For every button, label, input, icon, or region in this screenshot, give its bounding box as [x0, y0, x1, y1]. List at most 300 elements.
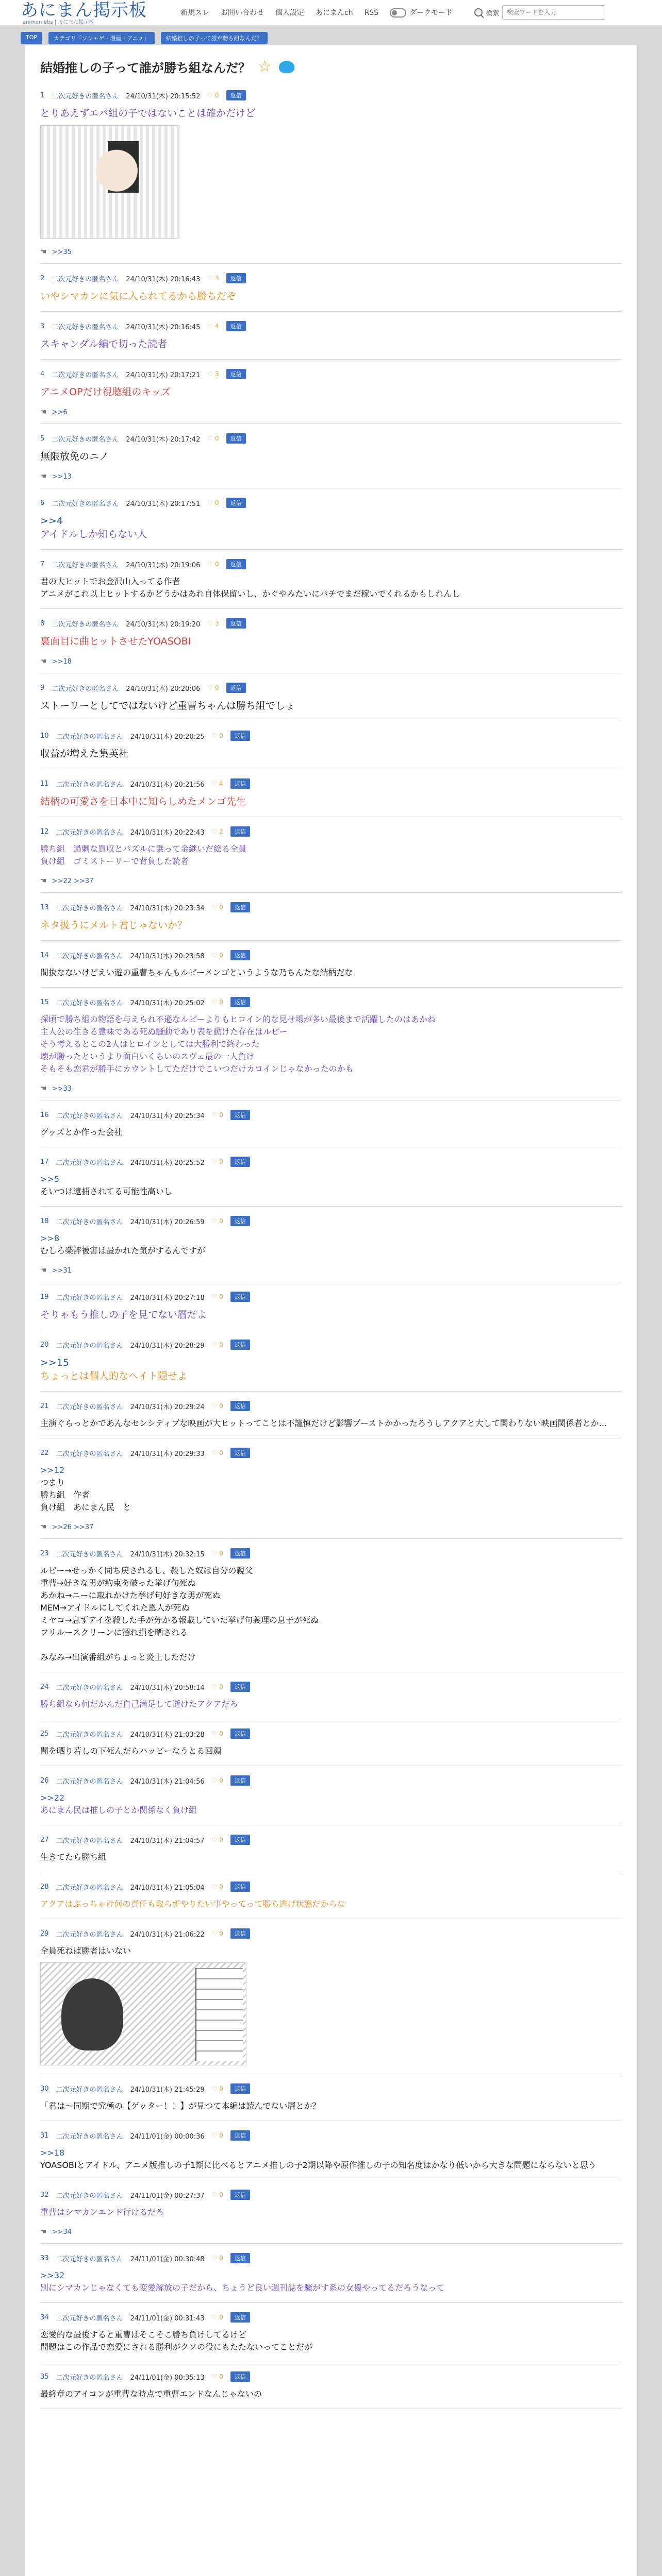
reply-button[interactable]: 返信	[230, 1340, 250, 1350]
reply-button[interactable]: 返信	[230, 1216, 250, 1226]
post	[40, 941, 622, 988]
reply-ref-links[interactable]: >>34	[52, 2228, 72, 2236]
post-body	[40, 1350, 622, 1389]
poster-name: 二次元好きの匿名さん	[56, 952, 123, 960]
twitter-icon[interactable]	[279, 61, 294, 73]
post-header	[40, 1775, 622, 1786]
like-button[interactable]	[207, 323, 219, 330]
heart-icon: ♡	[211, 1111, 218, 1118]
like-button[interactable]	[212, 2373, 223, 2380]
reply-ref-links[interactable]: >>33	[52, 1084, 72, 1093]
post-body	[40, 1892, 622, 1917]
post-date: 24/10/31(木) 20:58:14	[130, 1684, 205, 1692]
post-text: アクアはぶっちゃけ何の責任も取らずやりたい事やってって勝ち逃げ状態だからな	[40, 1899, 345, 1909]
post-date: 24/10/31(木) 20:20:25	[130, 733, 205, 741]
heart-icon: ♡	[211, 1683, 218, 1690]
post-date: 24/10/31(木) 21:04:56	[130, 1777, 205, 1786]
post-number[interactable]: 14	[40, 951, 49, 959]
reply-button[interactable]: 返信	[230, 731, 250, 741]
reply-button[interactable]: 返信	[230, 2130, 250, 2141]
like-count: 0	[219, 1158, 223, 1165]
top-header	[0, 0, 662, 26]
thread-title-row	[25, 45, 637, 81]
like-count: 0	[219, 2191, 223, 2198]
heart-icon: ♡	[211, 2314, 218, 2321]
like-button[interactable]	[212, 1550, 223, 1557]
poster-name: 二次元好きの匿名さん	[52, 92, 119, 100]
post-number[interactable]: 26	[40, 1776, 49, 1785]
like-button[interactable]	[212, 1930, 223, 1937]
heart-icon: ♡	[211, 780, 218, 787]
poster-name: 二次元好きの匿名さん	[56, 1930, 123, 1939]
search-icon[interactable]	[474, 8, 483, 16]
post-header	[40, 1340, 622, 1350]
post-number[interactable]: 32	[40, 2191, 49, 2199]
poster-name: 二次元好きの匿名さん	[56, 2374, 123, 2382]
post-body	[40, 444, 622, 469]
post-number[interactable]: 1	[40, 91, 45, 99]
post-date: 24/10/31(木) 21:04:57	[130, 1837, 205, 1845]
reply-button[interactable]: 返信	[230, 1292, 250, 1302]
post-body	[40, 1411, 622, 1436]
reply-button[interactable]: 返信	[230, 1448, 250, 1458]
reply-button[interactable]: 返信	[230, 1548, 250, 1558]
reply-ref-links[interactable]: >>6	[52, 408, 68, 416]
post-header	[40, 498, 622, 508]
post-anchor-link[interactable]: >>12	[40, 1465, 65, 1475]
post-number[interactable]: 6	[40, 499, 45, 507]
like-button[interactable]	[207, 561, 219, 568]
reply-button[interactable]: 返信	[230, 2371, 250, 2382]
post-anchor-link[interactable]: >>18	[40, 2148, 65, 2158]
post-number[interactable]: 10	[40, 732, 49, 740]
reply-refs	[40, 469, 622, 486]
post-date: 24/10/31(木) 20:25:52	[130, 1159, 205, 1167]
post-date: 24/11/01(金) 00:31:43	[130, 2314, 205, 2323]
post-number[interactable]: 22	[40, 1449, 49, 1457]
post-number[interactable]: 13	[40, 903, 49, 911]
post-number[interactable]: 5	[40, 434, 45, 443]
post-number[interactable]: 27	[40, 1836, 49, 1844]
post-date: 24/10/31(木) 20:16:43	[126, 275, 201, 283]
post-date: 24/11/01(金) 00:27:37	[130, 2192, 205, 2200]
reply-button[interactable]: 返信	[230, 1682, 250, 1692]
like-button[interactable]	[212, 904, 223, 911]
nav-new-thread[interactable]: 新規スレ	[180, 9, 209, 17]
post-header	[40, 902, 622, 912]
post	[40, 893, 622, 941]
heart-icon: ♡	[211, 1730, 218, 1737]
poster-name: 二次元好きの匿名さん	[56, 1112, 123, 1120]
reply-ref-links[interactable]: >>31	[52, 1266, 72, 1275]
like-button[interactable]	[212, 1730, 223, 1737]
like-count: 0	[219, 1111, 223, 1118]
poster-name: 二次元好きの匿名さん	[56, 2255, 123, 2263]
post-number[interactable]: 12	[40, 827, 49, 836]
like-button[interactable]	[207, 92, 219, 99]
post-text: 生きてたら勝ち組	[40, 1852, 107, 1862]
like-count: 0	[219, 1341, 223, 1348]
poster-name: 二次元好きの匿名さん	[52, 435, 119, 444]
heart-icon: ♡	[211, 1930, 218, 1937]
poster-name: 二次元好きの匿名さん	[56, 1777, 123, 1786]
post-date: 24/10/31(木) 21:03:28	[130, 1731, 205, 1739]
poster-name: 二次元好きの匿名さん	[56, 1837, 123, 1845]
post-text: 重曹はシマカンエンド行けるだろ	[40, 2207, 164, 2217]
like-button[interactable]	[212, 998, 223, 1006]
like-button[interactable]	[212, 2085, 223, 2092]
post-text: アニメOPだけ視聴組のキッズ	[40, 386, 171, 398]
post-number[interactable]: 35	[40, 2372, 49, 2381]
like-button[interactable]	[212, 2132, 223, 2139]
reply-button[interactable]: 返信	[230, 1775, 250, 1786]
breadcrumb-category[interactable]: カテゴリ「ソシャゲ・漫画・アニメ」	[48, 32, 155, 44]
like-button[interactable]	[212, 1158, 223, 1165]
post-number[interactable]: 11	[40, 779, 49, 788]
logo-text[interactable]: あにまん掲示板	[21, 0, 147, 21]
reply-button[interactable]: 返信	[226, 321, 246, 331]
like-button[interactable]	[212, 1217, 223, 1225]
post-header	[40, 1157, 622, 1167]
poster-name: 二次元好きの匿名さん	[56, 1550, 123, 1558]
post-text: そりゃもう推しの子を見てない層だよ	[40, 1309, 207, 1320]
post-body	[40, 2382, 622, 2406]
post-text: ストーリーとしてではないけど重曹ちゃんは勝ち組でしょ	[40, 700, 295, 711]
like-button[interactable]	[207, 499, 219, 506]
reply-hand-icon: ☚	[40, 1266, 47, 1275]
like-button[interactable]	[212, 1683, 223, 1690]
reply-hand-icon: ☚	[40, 408, 47, 416]
reply-button[interactable]: 返信	[230, 1728, 250, 1739]
poster-name: 二次元好きの匿名さん	[56, 1294, 123, 1302]
post-body	[40, 508, 622, 547]
post-number[interactable]: 23	[40, 1549, 49, 1557]
post-body	[40, 1558, 622, 1670]
post-header	[40, 2190, 622, 2200]
post-number[interactable]: 2	[40, 274, 45, 282]
post-date: 24/11/01(金) 00:00:36	[130, 2132, 205, 2141]
post-date: 24/10/31(木) 20:29:24	[130, 1403, 205, 1411]
reply-button[interactable]: 返信	[230, 2190, 250, 2200]
post	[40, 1207, 622, 1282]
post-header	[40, 683, 622, 693]
post-number[interactable]: 18	[40, 1217, 49, 1225]
post	[40, 1438, 622, 1539]
like-button[interactable]	[212, 1449, 223, 1456]
reply-button[interactable]: 返信	[226, 90, 246, 100]
post-body	[40, 789, 622, 815]
post-number[interactable]: 34	[40, 2313, 49, 2321]
heart-icon: ♡	[211, 2085, 218, 2092]
post-body	[40, 1302, 622, 1328]
reply-button[interactable]: 返信	[230, 1110, 250, 1120]
post-date: 24/10/31(木) 20:29:33	[130, 1450, 205, 1458]
like-button[interactable]	[212, 952, 223, 959]
post-header	[40, 1682, 622, 1692]
reply-button[interactable]: 返信	[230, 1835, 250, 1845]
post-body	[40, 837, 622, 874]
like-button[interactable]	[207, 275, 219, 282]
like-button[interactable]	[212, 1883, 223, 1890]
post-anchor-link[interactable]: >>32	[40, 2270, 65, 2280]
like-count: 2	[219, 828, 223, 835]
post-number[interactable]: 29	[40, 1929, 49, 1938]
reply-hand-icon: ☚	[40, 2228, 47, 2236]
heart-icon: ♡	[207, 323, 213, 330]
post	[40, 1672, 622, 1719]
reply-button[interactable]: 返信	[226, 273, 246, 283]
like-button[interactable]	[212, 2314, 223, 2321]
nav-contact[interactable]: お問い合わせ	[221, 9, 264, 17]
heart-icon: ♡	[211, 1883, 218, 1890]
like-button[interactable]	[212, 2191, 223, 2198]
reply-button[interactable]: 返信	[230, 1157, 250, 1167]
reply-ref-links[interactable]: >>22 >>37	[52, 877, 94, 885]
post-text: 最終章のアイコンが重曹な時点で重曹エンドなんじゃないの	[40, 2389, 262, 2399]
post	[40, 424, 622, 488]
post-date: 24/10/31(木) 20:23:34	[130, 904, 205, 912]
like-count: 0	[219, 1836, 223, 1843]
like-count: 0	[214, 684, 219, 691]
breadcrumb-top[interactable]: TOP	[21, 32, 42, 44]
like-count: 0	[214, 435, 219, 442]
post-body	[40, 2263, 622, 2300]
reply-button[interactable]: 返信	[230, 1882, 250, 1892]
post-header	[40, 2083, 622, 2094]
reply-button[interactable]: 返信	[226, 433, 246, 444]
heart-icon: ♡	[211, 2373, 218, 2380]
heart-icon: ♡	[211, 1402, 218, 1410]
post-number[interactable]: 3	[40, 322, 45, 330]
nav-animanch[interactable]: あにまんch	[316, 9, 353, 17]
like-count: 3	[214, 370, 219, 378]
breadcrumb-thread[interactable]: 結婚推しの子って誰が勝ち組なんだ？	[161, 32, 268, 44]
reply-button[interactable]: 返信	[226, 683, 246, 693]
post-number[interactable]: 4	[40, 370, 45, 378]
post-body	[40, 1739, 622, 1764]
post	[40, 1147, 622, 1207]
post-anchor-link[interactable]: >>15	[40, 1357, 70, 1368]
post-date: 24/10/31(木) 20:28:29	[130, 1342, 205, 1350]
post-header	[40, 369, 622, 379]
toggle-switch-icon[interactable]	[390, 8, 406, 18]
dark-mode-label: ダークモード	[409, 9, 453, 17]
post-text: 主演ぐらっとかであんなセンシティブな映画が大ヒットってことは不謹慎だけど影響ブーストかかったろうしアクアと大して関わりない映画関係者とか…	[40, 1418, 607, 1428]
post-header	[40, 826, 622, 837]
post	[40, 721, 622, 769]
reply-button[interactable]: 返信	[230, 2083, 250, 2094]
poster-name: 二次元好きの匿名さん	[56, 781, 123, 789]
reply-button[interactable]: 返信	[230, 2253, 250, 2263]
like-count: 0	[219, 1402, 223, 1410]
reply-button[interactable]: 返信	[230, 902, 250, 912]
post-image[interactable]	[40, 1962, 246, 2065]
post-number[interactable]: 15	[40, 998, 49, 1006]
post-text: スキャンダル編で切った読者	[40, 338, 168, 350]
post-number[interactable]: 33	[40, 2254, 49, 2262]
like-count: 0	[214, 499, 219, 506]
post	[40, 1330, 622, 1392]
like-button[interactable]	[212, 1402, 223, 1410]
post-body	[40, 1458, 622, 1520]
poster-name: 二次元好きの匿名さん	[56, 828, 123, 837]
like-count: 0	[219, 952, 223, 959]
reply-button[interactable]: 返信	[230, 2312, 250, 2323]
like-count: 4	[219, 780, 223, 787]
like-button[interactable]	[212, 1836, 223, 1843]
post-text: 全員死ねば勝者はいない	[40, 1946, 131, 1956]
post-anchor-link[interactable]: >>22	[40, 1793, 65, 1803]
post-number[interactable]: 9	[40, 684, 45, 692]
post-date: 24/10/31(木) 21:45:29	[130, 2086, 205, 2094]
post	[40, 609, 622, 673]
post-date: 24/10/31(木) 21:05:04	[130, 1884, 205, 1892]
post-date: 24/10/31(木) 20:27:18	[130, 1294, 205, 1302]
nav-rss[interactable]: RSS	[364, 9, 379, 17]
post-number[interactable]: 7	[40, 560, 45, 568]
reply-button[interactable]: 返信	[230, 997, 250, 1007]
heart-icon: ♡	[211, 1293, 218, 1300]
post-number[interactable]: 28	[40, 1883, 49, 1891]
poster-name: 二次元好きの匿名さん	[56, 2132, 123, 2141]
post-date: 24/10/31(木) 20:15:52	[126, 92, 201, 100]
heart-icon: ♡	[207, 499, 213, 506]
post-text: グッズとか作った会社	[40, 1127, 123, 1137]
post-date: 24/10/31(木) 20:19:06	[126, 561, 201, 569]
post-anchor-link[interactable]: >>4	[40, 515, 63, 527]
post-body	[40, 960, 622, 985]
reply-button[interactable]: 返信	[226, 498, 246, 508]
dark-mode-toggle[interactable]	[390, 7, 452, 19]
reply-ref-links[interactable]: >>18	[52, 657, 72, 666]
post-anchor-link[interactable]: >>8	[40, 1233, 59, 1243]
post-text: ちょっとは個人的なヘイト隠せよ	[40, 1370, 188, 1382]
search-box	[474, 5, 605, 20]
poster-name: 二次元好きの匿名さん	[52, 323, 119, 331]
heart-icon: ♡	[211, 2255, 218, 2262]
like-count: 0	[219, 2314, 223, 2321]
like-button[interactable]	[212, 1341, 223, 1348]
poster-name: 二次元好きの匿名さん	[56, 1218, 123, 1226]
post-date: 24/10/31(木) 20:17:51	[126, 500, 201, 508]
post-header	[40, 559, 622, 569]
post-number[interactable]: 8	[40, 619, 45, 628]
heart-icon: ♡	[207, 370, 213, 378]
like-button[interactable]	[212, 828, 223, 835]
post-text: 君の大ヒットでお金沢山入ってる作者 アニメがこれ以上ヒットするかどうかはあれ自体保留いし、かぐやみたいにパチでまだ稼いでくれるかもしれんし	[40, 577, 460, 599]
post-date: 24/11/01(金) 00:30:48	[130, 2255, 205, 2263]
post-date: 24/10/31(木) 20:25:34	[130, 1112, 205, 1120]
post	[40, 1919, 622, 2074]
breadcrumb	[21, 32, 268, 44]
top-nav	[180, 7, 453, 19]
post	[40, 1825, 622, 1872]
poster-name: 二次元好きの匿名さん	[56, 1159, 123, 1167]
post-date: 24/10/31(木) 20:25:02	[130, 999, 205, 1007]
like-button[interactable]	[212, 1293, 223, 1300]
like-count: 4	[214, 323, 219, 330]
like-button[interactable]	[212, 1777, 223, 1784]
post-number[interactable]: 16	[40, 1111, 49, 1119]
reply-button[interactable]: 返信	[226, 618, 246, 629]
post-number[interactable]: 19	[40, 1293, 49, 1301]
like-button[interactable]	[207, 370, 219, 378]
nav-settings[interactable]: 個人設定	[275, 9, 304, 17]
post-date: 24/10/31(木) 20:20:06	[126, 685, 201, 693]
reply-ref-links[interactable]: >>13	[52, 472, 72, 481]
post-body	[40, 741, 622, 767]
like-button[interactable]	[207, 620, 219, 627]
post-anchor-link[interactable]: >>5	[40, 1174, 59, 1184]
reply-refs	[40, 874, 622, 890]
reply-button[interactable]: 返信	[230, 1401, 250, 1411]
post-body	[40, 1226, 622, 1263]
post-image[interactable]	[40, 125, 179, 239]
search-input[interactable]	[502, 5, 605, 20]
post-body	[40, 912, 622, 938]
post	[40, 312, 622, 360]
reply-button[interactable]: 返信	[226, 559, 246, 569]
heart-icon: ♡	[211, 1158, 218, 1165]
like-count: 0	[219, 904, 223, 911]
like-button[interactable]	[207, 684, 219, 691]
poster-name: 二次元好きの匿名さん	[56, 1884, 123, 1892]
poster-name: 二次元好きの匿名さん	[56, 904, 123, 912]
like-button[interactable]	[212, 732, 223, 739]
heart-icon: ♡	[207, 684, 213, 691]
like-button[interactable]	[207, 435, 219, 442]
post	[40, 488, 622, 550]
post-number[interactable]: 24	[40, 1683, 49, 1691]
post-header	[40, 778, 622, 789]
like-button[interactable]	[212, 1111, 223, 1118]
reply-ref-links[interactable]: >>26 >>37	[52, 1523, 94, 1531]
post-body	[40, 1939, 622, 2072]
post-number[interactable]: 17	[40, 1158, 49, 1166]
star-icon[interactable]: ☆	[258, 57, 272, 76]
post-number[interactable]: 25	[40, 1730, 49, 1738]
site-logo[interactable]	[21, 1, 147, 25]
reply-button[interactable]: 返信	[226, 369, 246, 379]
post-header	[40, 1401, 622, 1411]
post-body	[40, 629, 622, 654]
post-text: 無限放免のニノ	[40, 451, 109, 462]
post	[40, 1392, 622, 1438]
post-number[interactable]: 30	[40, 2084, 49, 2093]
reply-button[interactable]: 返信	[230, 778, 250, 789]
like-button[interactable]	[212, 780, 223, 787]
reply-button[interactable]: 返信	[230, 826, 250, 837]
post-number[interactable]: 21	[40, 1402, 49, 1410]
reply-button[interactable]: 返信	[230, 1928, 250, 1939]
post-header	[40, 1882, 622, 1892]
post-text: アイドルしか知らない人	[40, 529, 147, 540]
like-count: 0	[219, 2132, 223, 2139]
post-text: 恋愛的な最後すると重曹はそこそこ勝ち負けしてるけど 問題はこの作品で恋愛にされる勝利がクソの役にもたたないってことだが	[40, 2330, 313, 2352]
reply-ref-links[interactable]: >>35	[52, 248, 72, 256]
heart-icon: ♡	[211, 1836, 218, 1843]
reply-refs	[40, 1520, 622, 1536]
heart-icon: ♡	[207, 561, 213, 568]
post-number[interactable]: 31	[40, 2131, 49, 2140]
like-button[interactable]	[212, 2255, 223, 2262]
reply-refs	[40, 245, 622, 261]
post	[40, 2362, 622, 2409]
post-number[interactable]: 20	[40, 1341, 49, 1349]
reply-button[interactable]: 返信	[230, 950, 250, 960]
page-title: 結婚推しの子って誰が勝ち組なんだ？	[40, 61, 251, 75]
post-text: 闇を晒り若しの下死んだらハッピーなうとる回顔	[40, 1746, 222, 1756]
